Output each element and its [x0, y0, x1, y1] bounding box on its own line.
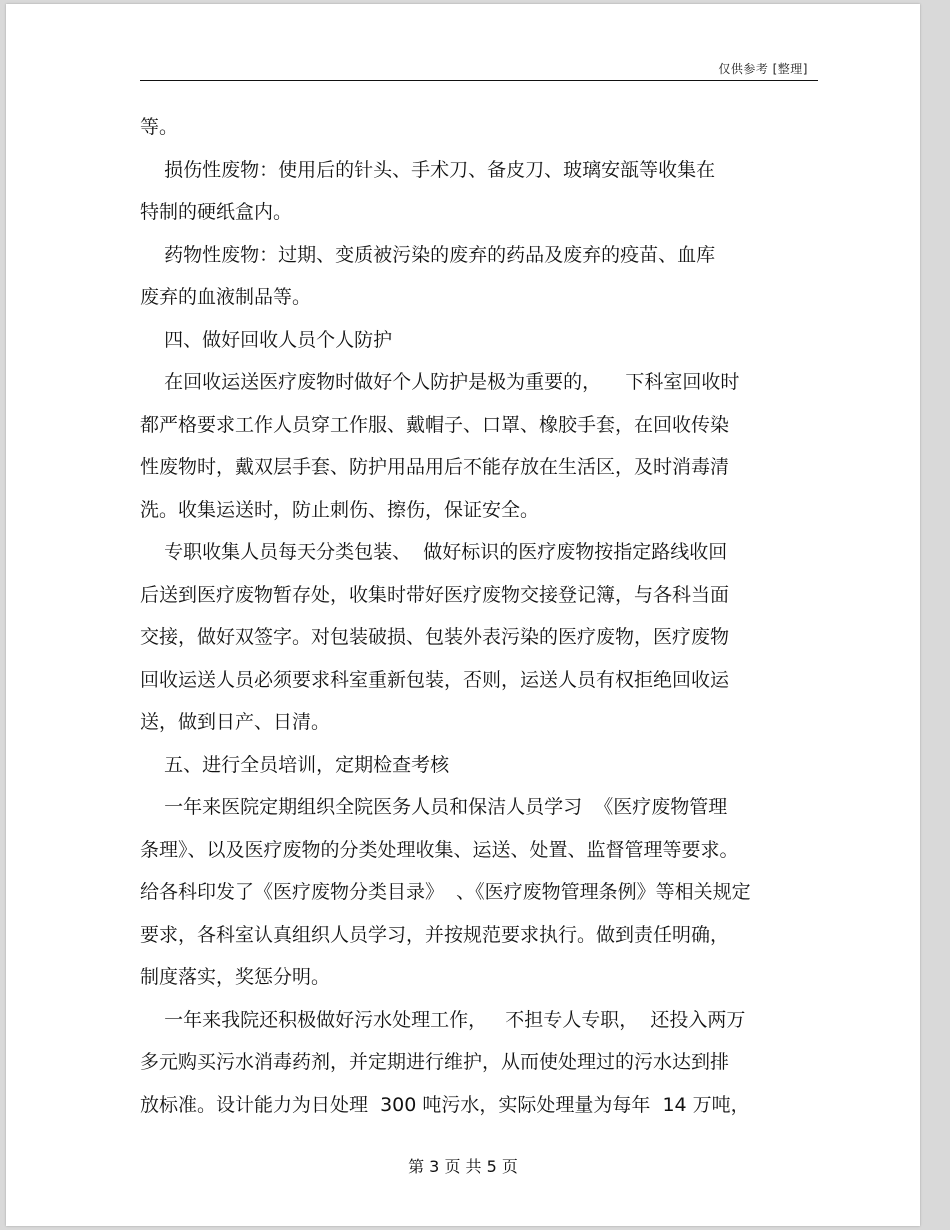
text-line: 专职收集人员每天分类包装、 做好标识的医疗废物按指定路线收回 [140, 541, 728, 563]
text-line: 药物性废物：过期、变质被污染的废弃的药品及废弃的疫苗、血库 [140, 243, 716, 266]
text-line: 一年来医院定期组织全院医务人员和保洁人员学习 《医疗废物管理 [140, 796, 728, 818]
text-line: 给各科印发了《医疗废物分类目录》 、《医疗废物管理条例》等相关规定 [140, 881, 751, 903]
text-line: 后送到医疗废物暂存处，收集时带好医疗废物交接登记簿，与各科当面 [140, 583, 730, 606]
text-line: 都严格要求工作人员穿工作服、戴帽子、口罩、橡胶手套，在回收传染 [140, 413, 730, 436]
text-line: 特制的硬纸盒内。 [140, 201, 293, 223]
text-line: 损伤性废物：使用后的针头、手术刀、备皮刀、玻璃安瓿等收集在 [140, 158, 716, 181]
page-footer: 第 3 页 共 5 页 [408, 1157, 518, 1176]
text-line: 性废物时，戴双层手套、防护用品用后不能存放在生活区，及时消毒清 [140, 456, 730, 478]
text-line: 制度落实，奖惩分明。 [140, 966, 331, 988]
text-line: 放标准。设计能力为日处理 300 吨污水，实际处理量为每年 14 万吨， [140, 1093, 750, 1116]
document-page [6, 4, 920, 1226]
text-line: 四、做好回收人员个人防护 [140, 328, 393, 351]
text-line: 要求，各科室认真组织人员学习，并按规范要求执行。做到责任明确， [140, 923, 730, 946]
text-line: 五、进行全员培训，定期检查考核 [140, 753, 450, 776]
header-note: 仅供参考 [整理] [718, 62, 808, 76]
text-line: 条理》、以及医疗废物的分类处理收集、运送、处置、监督管理等要求。 [140, 838, 739, 861]
text-line: 回收运送人员必须要求科室重新包装，否则，运送人员有权拒绝回收运 [140, 668, 730, 691]
text-line: 废弃的血液制品等。 [140, 286, 312, 308]
text-line: 在回收运送医疗废物时做好个人防护是极为重要的， 下科室回收时 [140, 371, 740, 393]
text-line: 多元购买污水消毒药剂，并定期进行维护，从而使处理过的污水达到排 [140, 1051, 730, 1073]
text-line: 洗。收集运送时，防止刺伤、擦伤，保证安全。 [140, 498, 540, 521]
text-line: 送，做到日产、日清。 [140, 711, 331, 733]
text-line: 一年来我院还积极做好污水处理工作， 不担专人专职， 还投入两万 [140, 1008, 746, 1031]
header-rule [140, 80, 818, 81]
text-line: 交接，做好双签字。对包装破损、包装外表污染的医疗废物，医疗废物 [140, 626, 730, 648]
text-line: 等。 [140, 116, 179, 138]
